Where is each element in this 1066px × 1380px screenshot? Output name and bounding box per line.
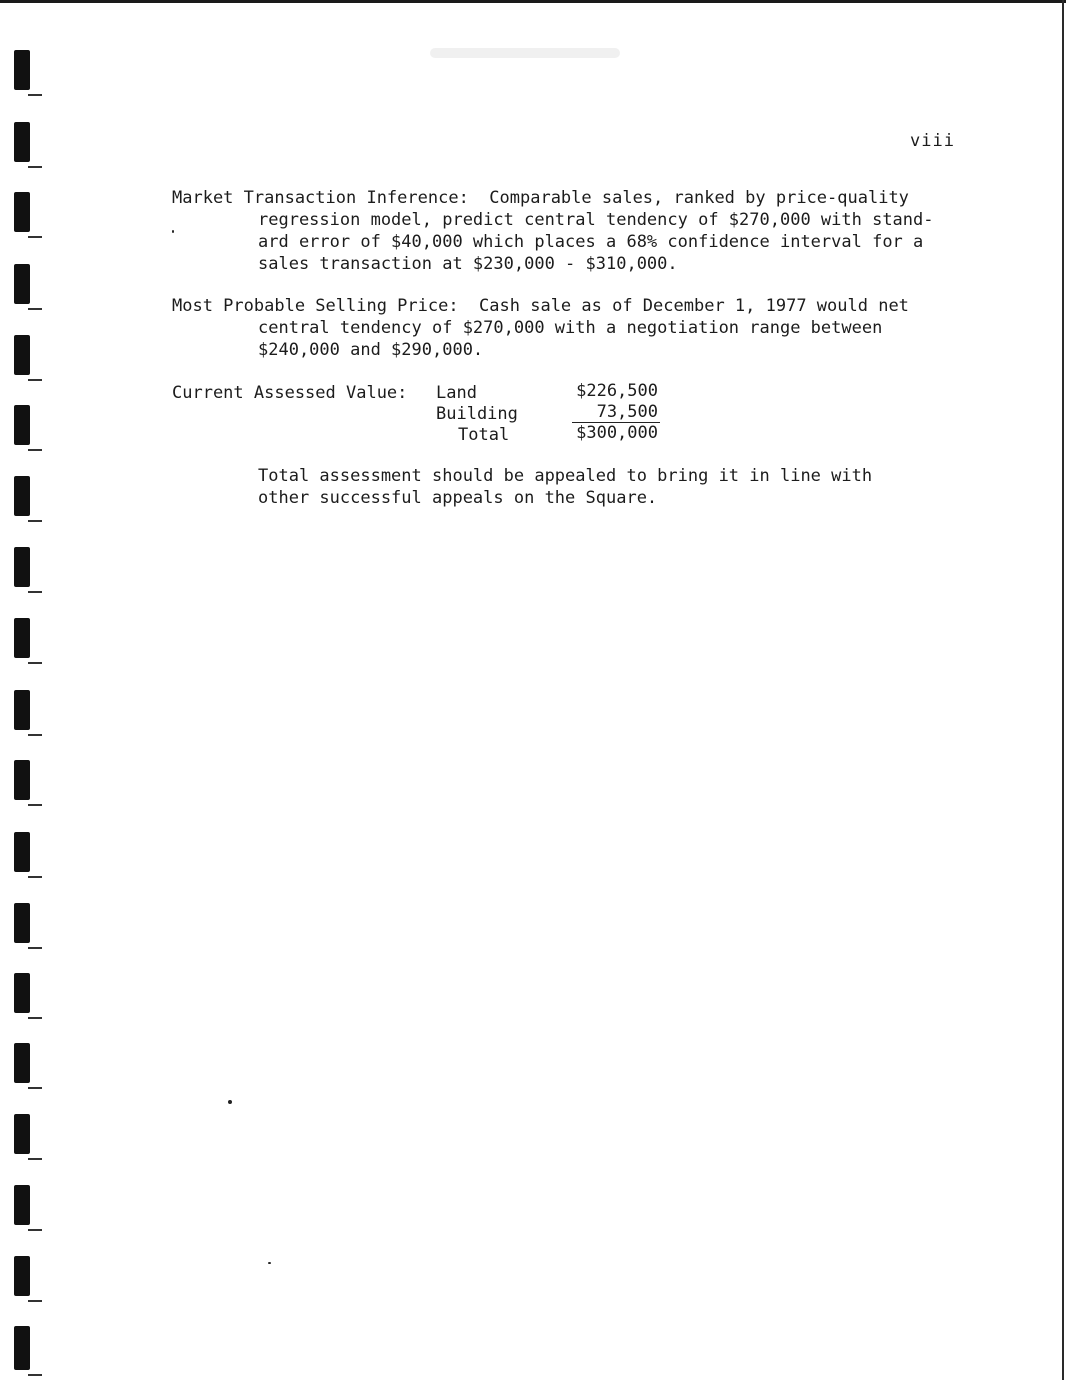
paragraph-line: regression model, predict central tendency of $270,000 with stand- — [258, 210, 934, 230]
paragraph-line: sales transaction at $230,000 - $310,000. — [258, 254, 678, 274]
binding-hole — [14, 618, 30, 658]
assessment-row-label: Building — [436, 404, 518, 424]
paragraph-line: ard error of $40,000 which places a 68% confidence interval for a — [258, 232, 924, 252]
paragraph-line: Market Transaction Inference: Comparable sales, ranked by price-quality — [172, 188, 909, 208]
binding-hole — [14, 832, 30, 872]
paragraph-line: $240,000 and $290,000. — [258, 340, 484, 360]
binding-hole — [14, 760, 30, 800]
scan-speck — [228, 1100, 232, 1104]
binding-hole — [14, 1326, 30, 1370]
page-number: viii — [910, 131, 955, 151]
assessment-row-amount: $226,500 — [576, 381, 658, 401]
assessment-row-amount: $300,000 — [576, 423, 658, 443]
binding-hole — [14, 122, 30, 162]
market-transaction-paragraph — [172, 187, 972, 275]
recommendation-paragraph — [258, 465, 1058, 509]
binding-hole — [14, 405, 30, 445]
binding-hole — [14, 335, 30, 375]
page-top-edge — [0, 0, 1066, 3]
binding-hole — [14, 690, 30, 730]
binding-hole — [14, 973, 30, 1013]
assessed-value-label: Current Assessed Value: — [172, 383, 408, 403]
binding-hole — [14, 476, 30, 516]
paragraph-line: Most Probable Selling Price: Cash sale as of December 1, 1977 would net — [172, 296, 909, 316]
binding-hole — [14, 1114, 30, 1154]
binding-holes — [0, 0, 45, 1380]
most-probable-price-paragraph — [172, 295, 972, 361]
assessment-row-amount: 73,500 — [596, 402, 658, 422]
paragraph-line: other successful appeals on the Square. — [258, 488, 658, 508]
binding-hole — [14, 1185, 30, 1225]
binding-hole — [14, 50, 30, 90]
binding-hole — [14, 264, 30, 304]
paragraph-line: Total assessment should be appealed to bring it in line with — [258, 466, 873, 486]
paragraph-line: central tendency of $270,000 with a negotiation range between — [258, 318, 883, 338]
binding-hole — [14, 1043, 30, 1083]
binding-hole — [14, 903, 30, 943]
binding-hole — [14, 547, 30, 587]
scan-speck — [268, 1262, 271, 1264]
scan-smudge — [430, 48, 620, 58]
binding-hole — [14, 1256, 30, 1296]
binding-hole — [14, 192, 30, 232]
assessment-row-label: Land — [436, 383, 477, 403]
assessment-row-label: Total — [458, 425, 510, 445]
page-right-edge — [1062, 0, 1064, 1380]
